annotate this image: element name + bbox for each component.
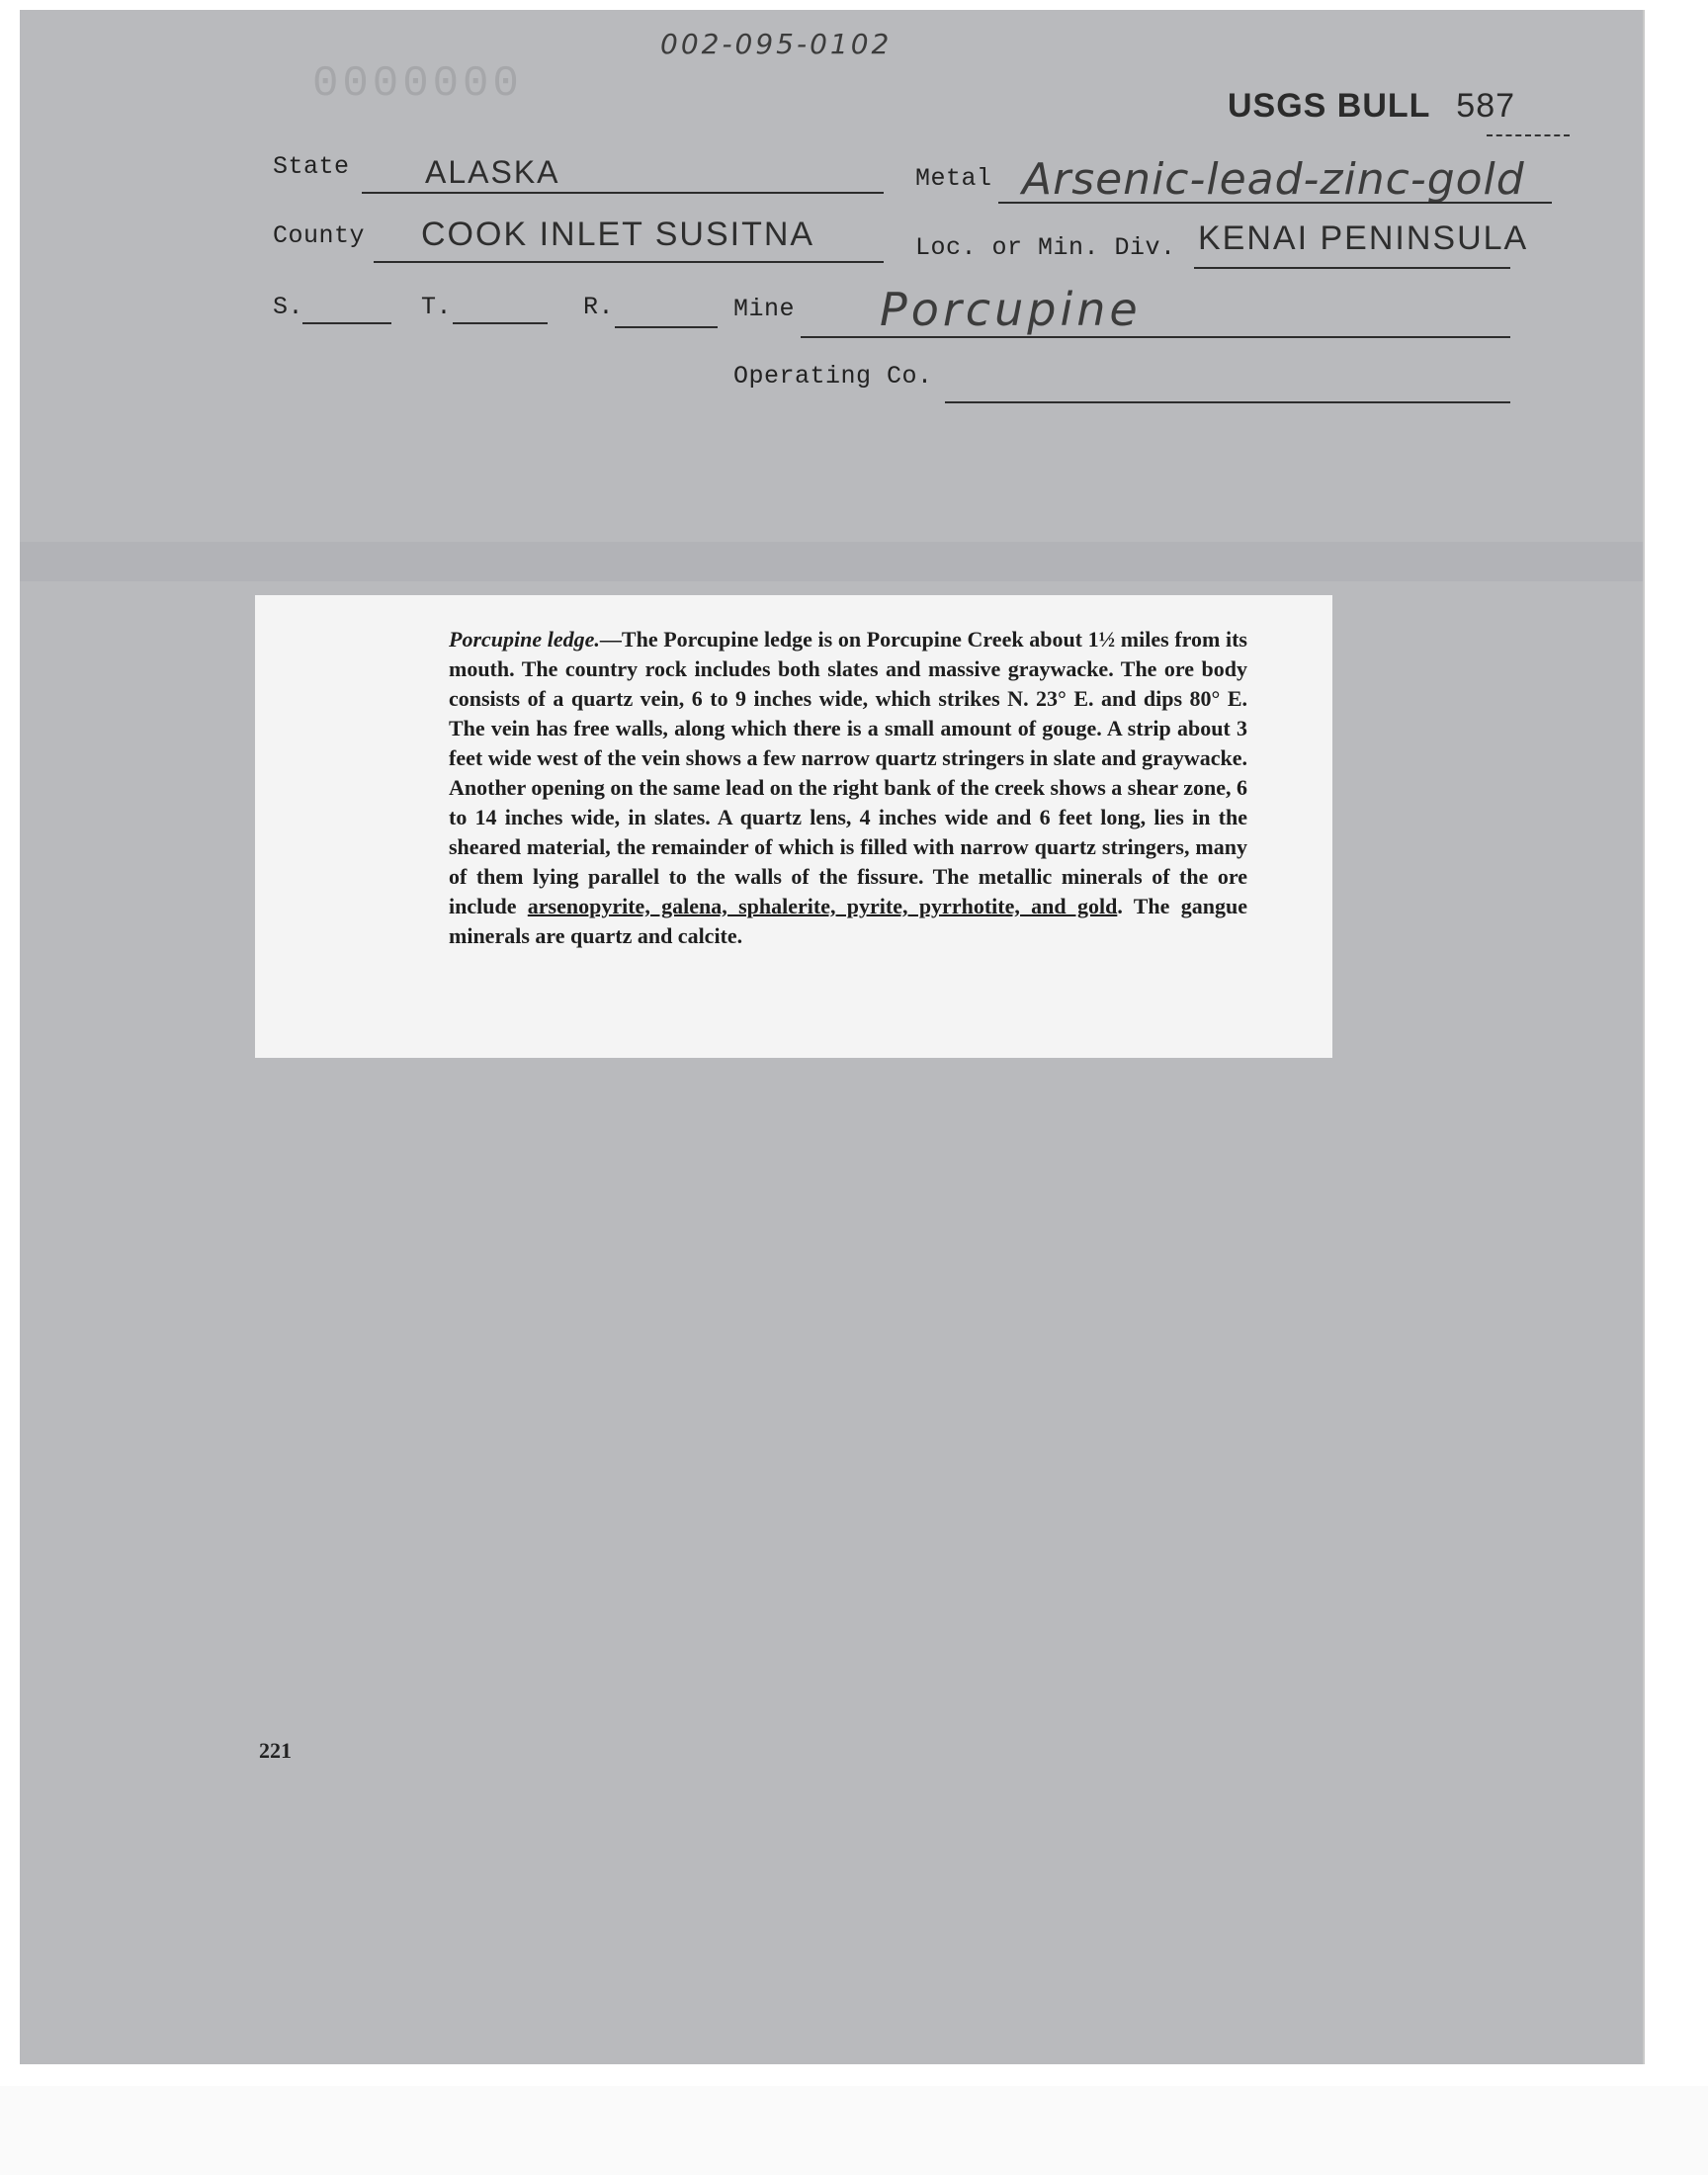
metal-value: Arsenic-lead-zinc-gold (1022, 154, 1525, 205)
section-label: S. (273, 293, 304, 321)
state-label: State (273, 152, 350, 181)
county-value: COOK INLET SUSITNA (421, 216, 815, 253)
clipping-paragraph (449, 625, 1247, 951)
range-label: R. (583, 293, 615, 321)
scan-band (20, 542, 1643, 581)
text-clipping (255, 595, 1332, 1058)
county-line (374, 261, 884, 263)
usgs-stamp (1228, 87, 1515, 126)
mine-line (801, 336, 1510, 338)
bull-number: 587 (1456, 87, 1516, 125)
clipping-body: —The Porcupine ledge is on Porcupine Creek about 1½ miles from its mouth. The country rock includes both slates and massive graywacke. The ore body consists of a quartz vein, 6 to 9 inches wide, which strikes N. 23° E. and dips 80° E. The vein has free walls, along which there is a small amount of gouge. A strip about 3 feet wide west of the vein shows a few narrow quartz stringers in slate and graywacke. Another opening on the same lead on the right bank of the creek shows a shear zone, 6 to 14 inches wide, in slates. A quartz lens, 4 inches wide and 6 feet long, lies in the sheared material, the remainder of which is filled with narrow quartz stringers, many of them lying parallel to the walls of the fissure. The metallic minerals of the ore include (449, 627, 1247, 918)
operating-label: Operating Co. (733, 362, 933, 391)
ghost-stamp: 0000000 (312, 59, 523, 109)
page-number: 221 (259, 1738, 292, 1763)
county-label: County (273, 221, 366, 250)
metal-line (998, 202, 1552, 204)
clipping-tail: . The gangue minerals are quartz and calcite. (449, 894, 1247, 948)
mine-value: Porcupine (880, 283, 1142, 336)
usgs-stamp-text: USGS BULL (1228, 87, 1430, 125)
loc-label: Loc. or Min. Div. (915, 233, 1176, 262)
metal-label: Metal (915, 164, 992, 193)
loc-line (1194, 267, 1510, 269)
township-line (453, 322, 548, 324)
scan-margin (0, 2086, 1708, 2175)
state-line (362, 192, 884, 194)
bull-underline (1487, 134, 1570, 136)
handwritten-id: 002-095-0102 (660, 28, 893, 60)
clipping-title: Porcupine ledge. (449, 627, 600, 652)
operating-line (945, 401, 1510, 403)
loc-value: KENAI PENINSULA (1198, 219, 1529, 257)
range-line (615, 326, 718, 328)
mine-label: Mine (733, 295, 796, 323)
state-value: ALASKA (425, 154, 560, 190)
clipping-underlined: arsenopyrite, galena, sphalerite, pyrite, pyrrhotite, and gold (527, 894, 1118, 918)
township-label: T. (421, 293, 453, 321)
section-line (302, 322, 391, 324)
